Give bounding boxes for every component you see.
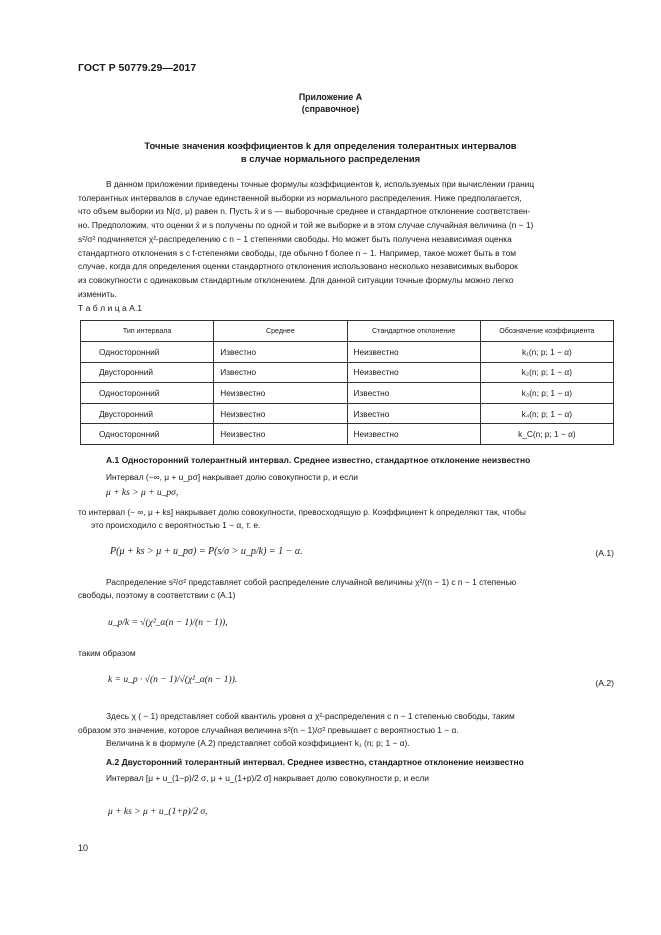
table-row: [81, 383, 614, 404]
table-cell: Неизвестно: [347, 424, 480, 445]
table-cell: Двусторонний: [81, 403, 214, 424]
equation-a2-number: (А.2): [595, 678, 614, 688]
intro-line: толерантных интервалов в случае единственной выборки из нормального распределения. Ниже предполагается,: [78, 192, 522, 203]
table-cell: k₂(n; p; 1 − α): [480, 362, 613, 383]
table-cell: k₁(n; p; 1 − α): [480, 342, 613, 363]
table-cell: Известно: [214, 362, 347, 383]
table-cell: k₄(n; p; 1 − α): [480, 403, 613, 424]
table-cell: k₃(n; p; 1 − α): [480, 383, 613, 404]
section-title-line1: Точные значения коэффициентов k для определения толерантных интервалов: [144, 140, 517, 151]
table-cell: Односторонний: [81, 383, 214, 404]
equation-a2: k = u_p · √(n − 1)/√(χ²_α(n − 1)).: [108, 675, 238, 685]
table-cell: Односторонний: [81, 342, 214, 363]
intro-line: что объем выборки из N(σ, μ) равен n. Пусть x̄ и s — выборочные среднее и стандартное отклонение соответствен-: [78, 206, 531, 217]
a2-formula-inequality: μ + ks > μ + u_(1+p)/2 σ,: [108, 807, 208, 817]
section-title-line2: в случае нормального распределения: [240, 153, 421, 164]
table-header: Обозначение коэффициента: [480, 321, 613, 342]
table-header: Тип интервала: [81, 321, 214, 342]
section-a1-heading: А.1 Односторонний толерантный интервал. Среднее известно, стандартное отклонение неизвестно: [106, 455, 531, 465]
table-cell: Неизвестно: [214, 383, 347, 404]
table-cell: Односторонний: [81, 424, 214, 445]
table-header: Среднее: [214, 321, 347, 342]
intro-line: стандартного отклонения s с f-степенями свободы, где обычно f более n − 1. Например, такое может быть в том: [78, 247, 517, 258]
table-row: [81, 362, 614, 383]
table-cell: Известно: [347, 403, 480, 424]
intro-line: но. Предположим, что оценки x̄ и s получены по одной и той же выборке и в этом случае случайная величина (n − 1): [78, 220, 534, 231]
intro-paragraph: [78, 178, 615, 301]
intro-line: В данном приложении приведены точные формулы коэффициентов k, используемых при вычислении границ: [106, 179, 535, 189]
table-cell: Неизвестно: [214, 403, 347, 424]
table-cell: Двусторонний: [81, 362, 214, 383]
document-header: ГОСТ Р 50779.29—2017: [78, 62, 197, 74]
a1-formula-ratio: u_p/k = √(χ²_α(n − 1)/(n − 1)),: [108, 618, 228, 628]
intro-line: s²/σ² подчиняется χ²-распределению с n − 1 степенями свободы. Но может быть получена независимая оценка: [78, 233, 512, 244]
a1-text-2a: то интервал (− ∞, μ + ks] накрывает долю совокупности, превосходящую p. Коэффициент k определяют так, чтобы: [78, 507, 526, 517]
a1-text-2b: это происходило с вероятностью 1 − α, т. е.: [91, 520, 261, 530]
a1-text-4: таким образом: [78, 648, 136, 658]
table-cell: Известно: [214, 342, 347, 363]
equation-a1: P(μ + ks > μ + u_pσ) = P(s/σ > u_p/k) = 1 − α.: [110, 546, 303, 557]
a1-text-5b: образом это значение, которое случайная величина s²(n − 1)/σ² превышает с вероятностью 1 − α.: [78, 725, 459, 735]
a2-text-1: Интервал [μ + u_(1−p)/2 σ, μ + u_(1+p)/2 σ] накрывает долю совокупности p, и если: [106, 773, 429, 783]
table-caption: Т а б л и ц а А.1: [78, 303, 143, 313]
intro-line: из совокупности с одинаковым стандартным отклонением. Для данной ситуации точные формулы можно легко: [78, 274, 514, 285]
intro-line: изменить.: [78, 288, 117, 299]
table-cell: k_C(n; p; 1 − α): [480, 424, 613, 445]
appendix-title: Приложение А: [298, 92, 363, 102]
table-cell: Известно: [347, 383, 480, 404]
a1-text-6: Величина k в формуле (А.2) представляет собой коэффициент k₁ (n; p; 1 − α).: [106, 738, 410, 748]
page-number: 10: [78, 843, 89, 853]
a1-text-5a: Здесь χ ( − 1) представляет собой квантиль уровня α χ²-распределения с n − 1 степенью свободы, таким: [106, 711, 515, 721]
table-row: [81, 342, 614, 363]
a1-formula-inequality: μ + ks > μ + u_pσ,: [106, 488, 179, 498]
coefficients-table: [80, 320, 614, 445]
intro-line: случае, когда для определения оценки стандартного отклонения использовано несколько независимых выборок: [78, 261, 518, 272]
table-cell: Неизвестно: [347, 342, 480, 363]
table-header: Стандартное отклонение: [347, 321, 480, 342]
a1-text-3a: Распределение s²/σ² представляет собой распределение случайной величины χ²/(n − 1) с n − 1 степенью: [106, 577, 517, 587]
table-cell: Неизвестно: [347, 362, 480, 383]
appendix-subtitle: (справочное): [301, 104, 360, 114]
a1-text-1: Интервал (−∞, μ + u_pσ] накрывает долю совокупности p, и если: [106, 472, 358, 482]
section-a2-heading: А.2 Двусторонний толерантный интервал. Среднее известно, стандартное отклонение неизвестно: [106, 757, 524, 767]
table-cell: Неизвестно: [214, 424, 347, 445]
equation-a1-number: (А.1): [595, 548, 614, 558]
table-row: [81, 424, 614, 445]
table-row: [81, 403, 614, 424]
a1-text-3b: свободы, поэтому в соответствии с (А.1): [78, 590, 236, 600]
